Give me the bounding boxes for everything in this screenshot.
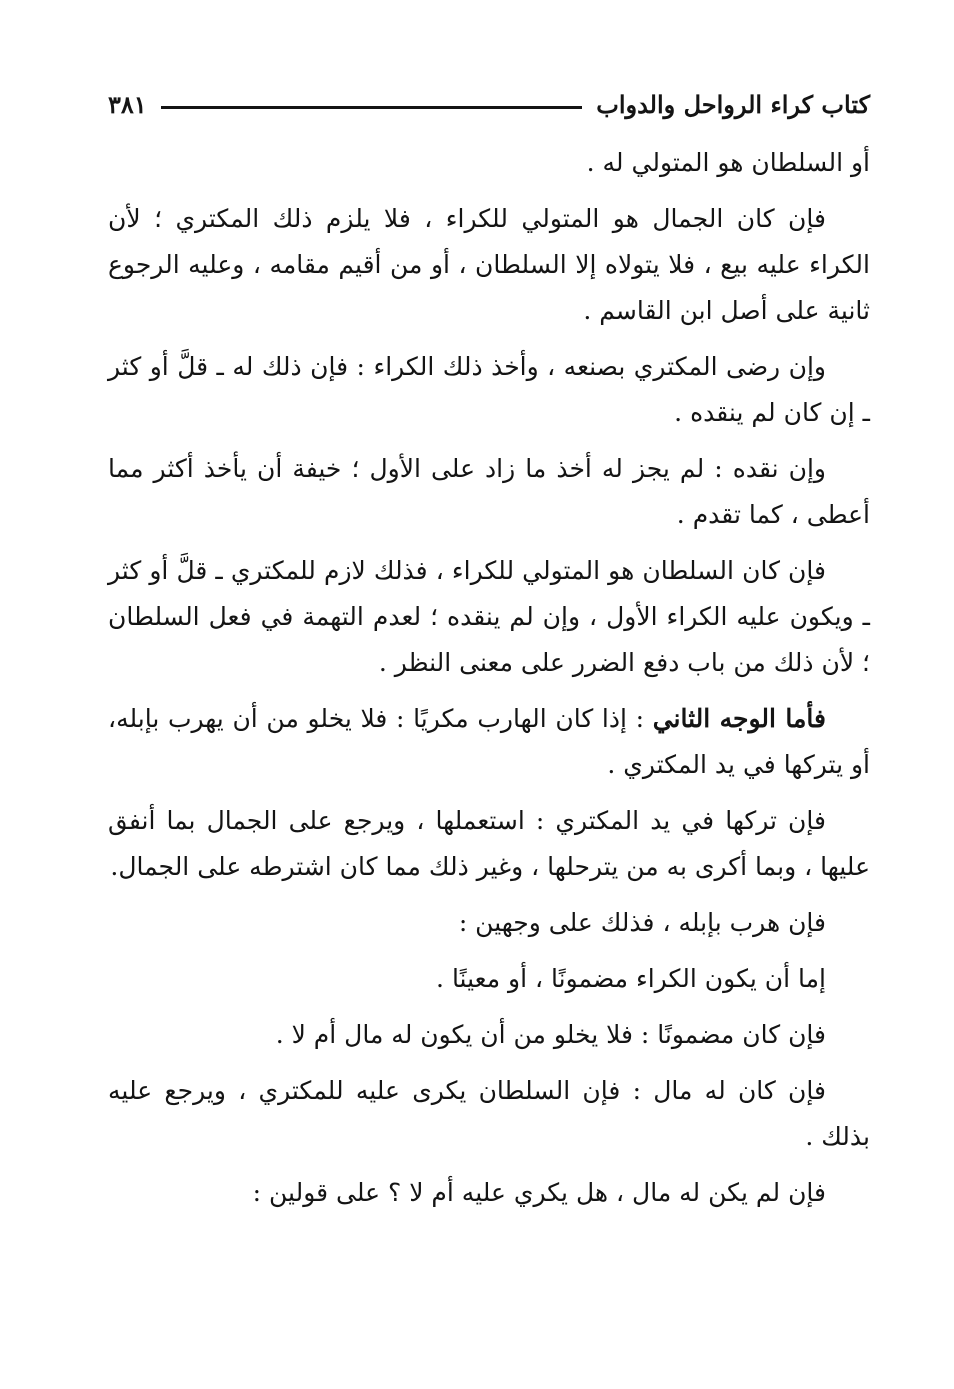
paragraph: فإن كان السلطان هو المتولي للكراء ، فذلك لازم للمكتري ـ قلَّ أو كثر ـ ويكون عليه الكراء الأول ، وإن لم ينقده ؛ لعدم التهمة في فعل السلطان ؛ لأن ذلك من باب دفع الضرر على معنى النظر . (108, 556, 870, 677)
page-number: ٣٨١ (108, 89, 147, 119)
paragraph: فإن كان الجمال هو المتولي للكراء ، فلا يلزم ذلك المكتري ؛ لأن الكراء عليه بيع ، فلا يتولاه إلا السلطان ، أو من أقيم مقامه ، وعليه الرجوع ثانية على أصل ابن القاسم . (108, 204, 870, 325)
paragraph: فإن كان مضمونًا : فلا يخلو من أن يكون له مال أم لا . (275, 1020, 826, 1049)
paragraph: وإن نقده : لم يجز له أخذ ما زاد على الأول ؛ خيفة أن يأخذ أكثر مما أعطى ، كما تقدم . (108, 454, 870, 529)
paragraph: وإن رضى المكتري بصنعه ، وأخذ ذلك الكراء : فإن ذلك له ـ قلَّ أو كثر ـ إن كان لم ينقده . (108, 352, 870, 427)
paragraph: فإن هرب بإبله ، فذلك على وجهين : (458, 908, 826, 937)
paragraph: فإن تركها في يد المكتري : استعملها ، ويرجع على الجمال بما أنفق عليها ، وبما أكرى به من يترحلها ، وغير ذلك مما كان اشترطه على الجمال. (108, 806, 870, 881)
section-lead: فأما الوجه الثاني (652, 704, 826, 733)
paragraph-text: : إذا كان الهارب مكريًا : فلا يخلو من أن يهرب بإبله، أو يتركها في يد المكتري . (108, 704, 870, 779)
paragraph: أو السلطان هو المتولي له . (586, 148, 870, 177)
paragraph: فإن لم يكن له مال ، هل يكري عليه أم لا ؟ على قولين : (252, 1178, 826, 1207)
chapter-title: كتاب كراء الرواحل والدواب (596, 89, 870, 119)
header-rule (161, 106, 583, 109)
paragraph: فإن كان له مال : فإن السلطان يكرى عليه للمكتري ، ويرجع عليه بذلك . (108, 1076, 870, 1151)
running-header (108, 84, 870, 124)
body-text (108, 140, 870, 1226)
paragraph: إما أن يكون الكراء مضمونًا ، أو معينًا . (436, 964, 826, 993)
paragraph (108, 696, 870, 788)
